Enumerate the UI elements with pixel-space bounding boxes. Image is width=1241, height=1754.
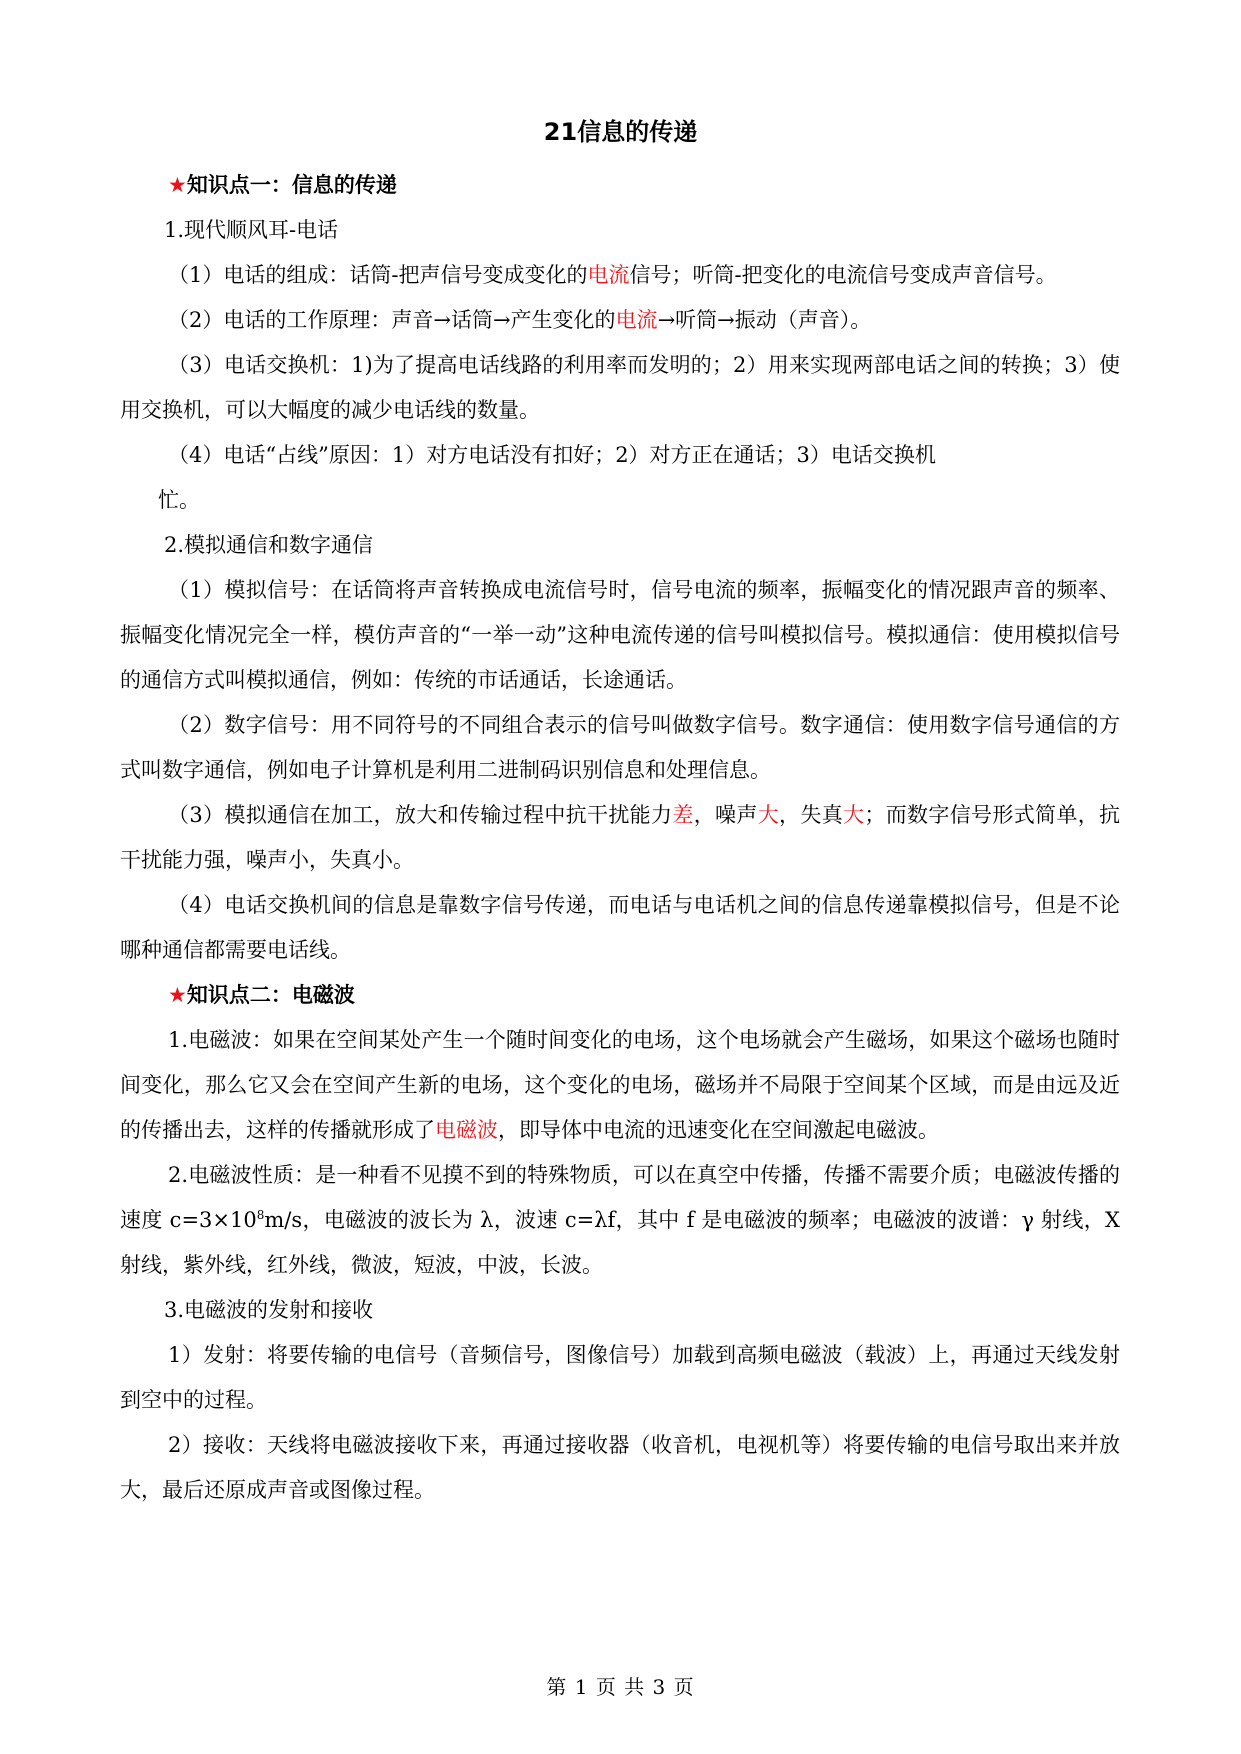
highlight-text: 电流	[615, 308, 658, 332]
paragraph-transmit: 1）发射：将要传输的电信号（音频信号，图像信号）加载到高频电磁波（载波）上，再通过天线发射到空中的过程。	[120, 1343, 1120, 1412]
paragraph-em-wave	[120, 1018, 1120, 1153]
paragraph-switchboard: （3）电话交换机：1)为了提高电话线路的利用率而发明的；2）用来实现两部电话之间的转换；3）使用交换机，可以大幅度的减少电话线的数量。	[120, 353, 1120, 422]
highlight-text: 大	[843, 803, 865, 827]
text-run: ，噪声	[693, 803, 758, 827]
paragraph-analog-signal: （1）模拟信号：在话筒将声音转换成电流信号时，信号电流的频率，振幅变化的情况跟声音的频率、振幅变化情况完全一样，模仿声音的“一举一动”这种电流传递的信号叫模拟信号。模拟通信：使用模拟信号的通信方式叫模拟通信，例如：传统的市话通话，长途通话。	[120, 578, 1120, 692]
text-run: →听筒→振动（声音）。	[657, 308, 872, 332]
paragraph-phone-principle	[120, 298, 1120, 343]
text-run: （4）电话“占线”原因：1）对方电话没有扣好；2）对方正在通话；3）电话交换机	[168, 443, 936, 467]
text-run: 信号；听筒-把变化的电流信号变成声音信号。	[629, 263, 1057, 287]
text-run: 1.电磁波：如果在空间某处产生一个随时间变化的电场，这个电场就会产生磁场，如果这个磁场也随时间变化，那么它又会在空间产生新的电场，这个变化的电场，磁场并不局限于空间某个区域，而是由远及近的传播出去，这样的传播就形成了	[120, 1028, 1120, 1142]
paragraph-busy-line	[120, 433, 1120, 478]
page-footer: 第 1 页 共 3 页	[546, 1675, 695, 1699]
paragraph-comparison	[120, 793, 1120, 883]
subheading-analog-digital: 2.模拟通信和数字通信	[164, 533, 374, 557]
highlight-text: 差	[672, 803, 694, 827]
paragraph-receive: 2）接收：天线将电磁波接收下来，再通过接收器（收音机，电视机等）将要传输的电信号取出来并放大，最后还原成声音或图像过程。	[120, 1433, 1120, 1502]
text-run: ，失真	[779, 803, 844, 827]
paragraph-busy-line-cont: 忙。	[158, 488, 200, 512]
paragraph-em-properties	[120, 1153, 1120, 1288]
paragraph-exchange-info: （4）电话交换机间的信息是靠数字信号传递，而电话与电话机之间的信息传递靠模拟信号，但是不论哪种通信都需要电话线。	[120, 893, 1120, 962]
page-title: 21信息的传递	[543, 118, 698, 146]
section-heading-2	[120, 973, 1120, 1018]
text-run: m/s，电磁波的波长为 λ，波速 c=λf，其中 f 是电磁波的频率；电磁波的波谱：γ 射线，X 射线，紫外线，红外线，微波，短波，中波，长波。	[120, 1208, 1120, 1277]
paragraph-digital-signal: （2）数字信号：用不同符号的不同组合表示的信号叫做数字信号。数字通信：使用数字信号通信的方式叫数字通信，例如电子计算机是利用二进制码识别信息和处理信息。	[120, 713, 1120, 782]
text-run: （3）模拟通信在加工，放大和传输过程中抗干扰能力	[168, 803, 673, 827]
document-body	[120, 163, 1120, 1513]
highlight-text: 电磁波	[435, 1118, 498, 1142]
superscript-exponent: 8	[256, 1208, 265, 1222]
section-heading-text: 知识点二：电磁波	[186, 983, 355, 1007]
paragraph-phone-composition	[120, 253, 1120, 298]
section-heading-1	[120, 163, 1120, 208]
text-run: （1）电话的组成：话筒-把声信号变成变化的	[168, 263, 588, 287]
star-icon: ★	[168, 173, 187, 197]
subheading-transmit-receive: 3.电磁波的发射和接收	[164, 1298, 374, 1322]
subheading-telephone: 1.现代顺风耳-电话	[164, 218, 339, 242]
highlight-text: 电流	[587, 263, 630, 287]
star-icon: ★	[168, 983, 187, 1007]
text-run: ，即导体中电流的迅速变化在空间激起电磁波。	[498, 1118, 939, 1142]
highlight-text: 大	[757, 803, 780, 827]
text-run: ；而数字信号形式简单，抗干扰能力强，噪声小，失真小。	[120, 803, 1121, 872]
text-run: 2.电磁波性质：是一种看不见摸不到的特殊物质，可以在真空中传播，传播不需要介质；电磁波传播的速度 c=3×10	[120, 1163, 1120, 1232]
section-heading-text: 知识点一：信息的传递	[186, 173, 397, 197]
text-run: （2）电话的工作原理：声音→话筒→产生变化的	[168, 308, 616, 332]
